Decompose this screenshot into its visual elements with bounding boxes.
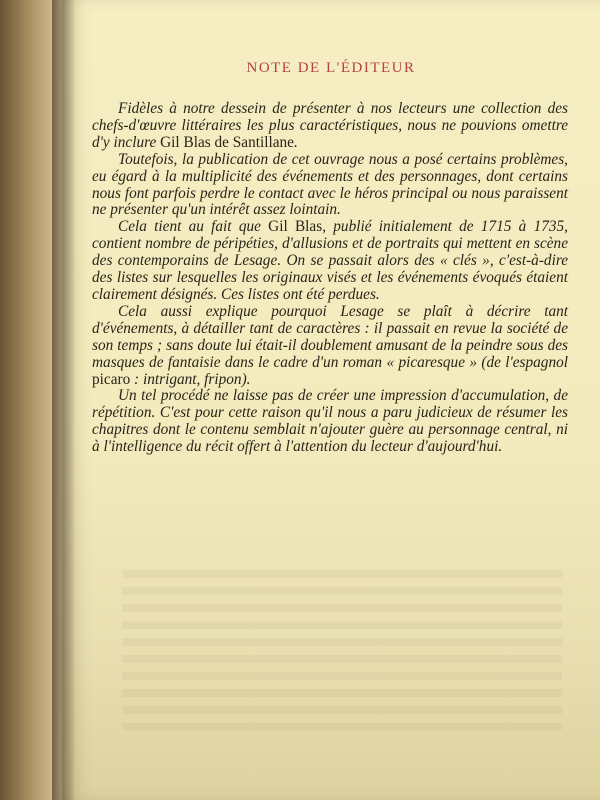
paragraph: Toutefois, la publication de cet ouvrage nous a posé certains problèmes, eu égard à la multiplicité des événements et des personnages, dont certains nous font parfois perdre le contact avec le héros principal ou nous paraissent ne présenter qu'un intérêt assez lointain. (92, 150, 568, 219)
paragraph: Cela tient au fait que Gil Blas, publié initialement de 1715 à 1735, contient nombre de péripéties, d'allusions et de portraits qui mettent en scène des contemporains de Lesage. On se passait alors des « clés », c'est-à-dire des listes sur lesquelles les originaux visés et les événements évoqués étaient clairement désignés. Ces listes ont été perdues. (92, 218, 568, 303)
editor-note-text (92, 101, 568, 456)
paragraph: Un tel procédé ne laisse pas de créer une impression d'accumulation, de répétition. C'est pour cette raison qu'il nous a paru judicieux de résumer les chapitres dont le contenu semblait n'ajouter guère au personnage central, ni à l'intelligence du récit offert à l'attention du lecteur d'aujourd'hui. (92, 387, 568, 456)
book-page (62, 0, 600, 800)
page-title: NOTE DE L'ÉDITEUR (246, 60, 416, 76)
book-gutter (52, 0, 74, 800)
paragraph: Fidèles à notre dessein de présenter à nos lecteurs une collection des chefs-d'œuvre littéraires les plus caractéristiques, nous ne pouvions omettre d'y inclure Gil Blas de Santillane. (92, 100, 568, 151)
show-through-text (122, 570, 562, 730)
paragraph: Cela aussi explique pourquoi Lesage se plaît à décrire tant d'événements, à détailler tant de caractères : il passait en revue la société de son temps ; sans doute lui était-il doublement amusant de la peindre sous des masques de fantaisie dans le cadre d'un roman « picaresque » (de l'espagnol picaro : intrigant, fripon). (92, 302, 568, 388)
